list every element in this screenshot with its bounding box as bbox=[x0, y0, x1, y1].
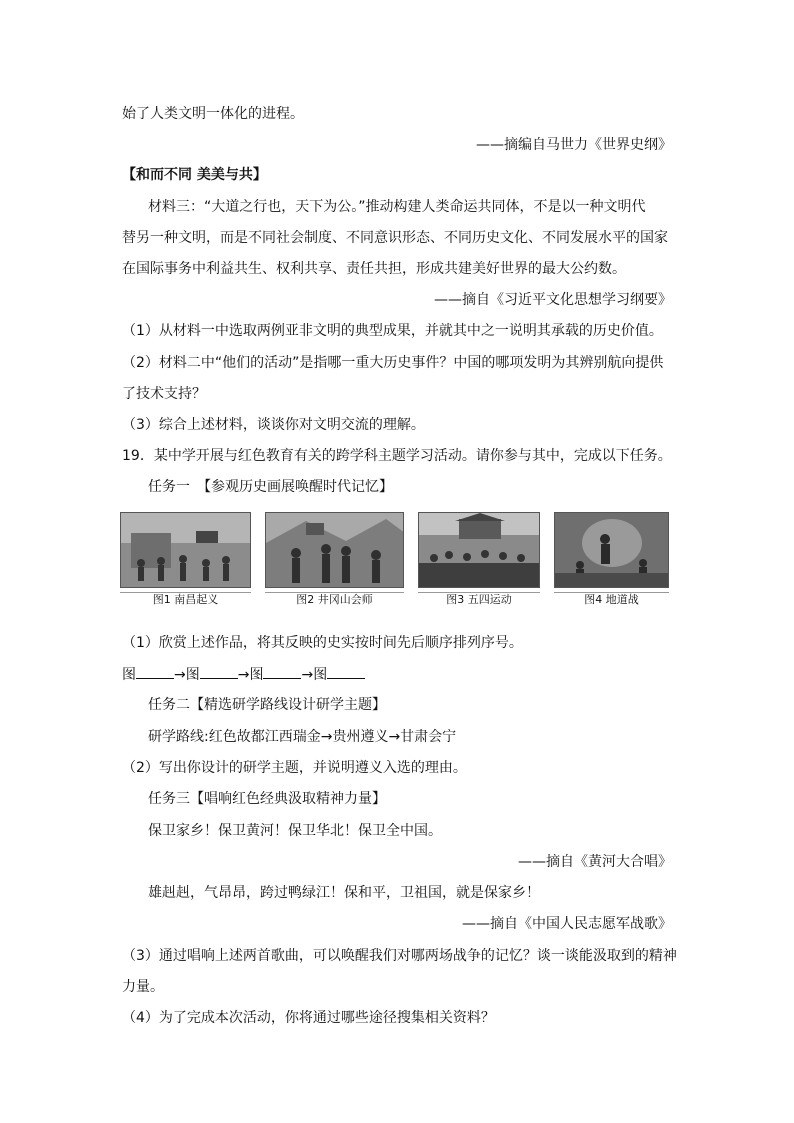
question: （3）通过唱响上述两首歌曲，可以唤醒我们对哪两场战争的记忆？谈一谈能汲取到的精神 bbox=[122, 948, 677, 964]
question: （1）欣赏上述作品，将其反映的史实按时间先后顺序排列序号。 bbox=[122, 635, 523, 651]
song-lyric: 雄赳赳，气昂昂，跨过鸭绿江！保和平，卫祖国，就是保家乡！ bbox=[148, 885, 540, 901]
question: （2）材料二中“他们的活动”是指哪一重大历史事件？中国的哪项发明为其辨别航向提供 bbox=[122, 355, 664, 371]
arrow-icon: → bbox=[174, 667, 186, 683]
study-route: 研学路线:红色故都江西瑞金→贵州遵义→甘肃会宁 bbox=[148, 729, 457, 745]
task-heading: 任务一 【参观历史画展唤醒时代记忆】 bbox=[148, 479, 393, 495]
section-heading: 【和而不同 美美与共】 bbox=[122, 167, 267, 183]
task-heading: 任务二【精选研学路线设计研学主题】 bbox=[148, 697, 386, 713]
citation: ——摘自《习近平文化思想学习纲要》 bbox=[434, 292, 672, 308]
task-heading: 任务三【唱响红色经典汲取精神力量】 bbox=[148, 791, 386, 807]
question: （2）写出你设计的研学主题，并说明遵义入选的理由。 bbox=[122, 760, 467, 776]
answer-blank-1[interactable] bbox=[136, 664, 174, 679]
painting-image bbox=[418, 512, 540, 588]
figure-caption: 图3 五四运动 bbox=[418, 592, 540, 607]
citation: ——摘自《黄河大合唱》 bbox=[518, 854, 672, 870]
painting-image bbox=[120, 512, 251, 588]
sequence-answer-row bbox=[122, 664, 365, 685]
citation: ——摘自《中国人民志愿军战歌》 bbox=[462, 916, 672, 932]
painting-image bbox=[554, 512, 669, 588]
arrow-icon: → bbox=[237, 667, 250, 683]
question: （3）综合上述材料，谈谈你对文明交流的理解。 bbox=[122, 417, 425, 433]
text-line: 力量。 bbox=[122, 979, 164, 995]
question: （1）从材料一中选取两例亚非文明的典型成果，并就其中之一说明其承载的历史价值。 bbox=[122, 323, 663, 339]
question: 19．某中学开展与红色教育有关的跨学科主题学习活动。请你参与其中，完成以下任务。 bbox=[122, 448, 672, 464]
answer-blank-2[interactable] bbox=[200, 664, 238, 679]
figure-caption: 图2 井冈山会师 bbox=[265, 592, 404, 607]
figure-label: 图 bbox=[313, 667, 328, 683]
figure-tunnel-warfare bbox=[554, 512, 669, 604]
painting-image bbox=[265, 512, 404, 588]
text-line: 替另一种文明，而是不同社会制度、不同意识形态、不同历史文化、不同发展水平的国家 bbox=[122, 230, 668, 246]
text-line: 材料三：“大道之行也，天下为公。”推动构建人类命运共同体，不是以一种文明代 bbox=[148, 199, 646, 215]
citation: ——摘编自马世力《世界史纲》 bbox=[476, 137, 672, 153]
text-line: 始了人类文明一体化的进程。 bbox=[122, 106, 304, 122]
answer-blank-3[interactable] bbox=[263, 664, 301, 679]
song-lyric: 保卫家乡！保卫黄河！保卫华北！保卫全中国。 bbox=[148, 823, 442, 839]
question: （4）为了完成本次活动，你将通过哪些途径搜集相关资料？ bbox=[122, 1010, 495, 1026]
figure-caption: 图4 地道战 bbox=[554, 592, 669, 607]
arrow-icon: → bbox=[301, 667, 314, 683]
figure-label: 图 bbox=[122, 667, 136, 683]
figure-label: 图 bbox=[249, 667, 264, 683]
figure-nanchang-uprising bbox=[120, 512, 251, 604]
figure-label: 图 bbox=[185, 667, 200, 683]
answer-blank-4[interactable] bbox=[327, 664, 365, 679]
figure-jinggangshan-meeting bbox=[265, 512, 404, 604]
figure-may-fourth-movement bbox=[418, 512, 540, 604]
text-line: 了技术支持？ bbox=[122, 386, 206, 402]
figure-caption: 图1 南昌起义 bbox=[120, 592, 251, 607]
text-line: 在国际事务中利益共生、权利共享、责任共担，形成共建美好世界的最大公约数。 bbox=[122, 261, 626, 277]
